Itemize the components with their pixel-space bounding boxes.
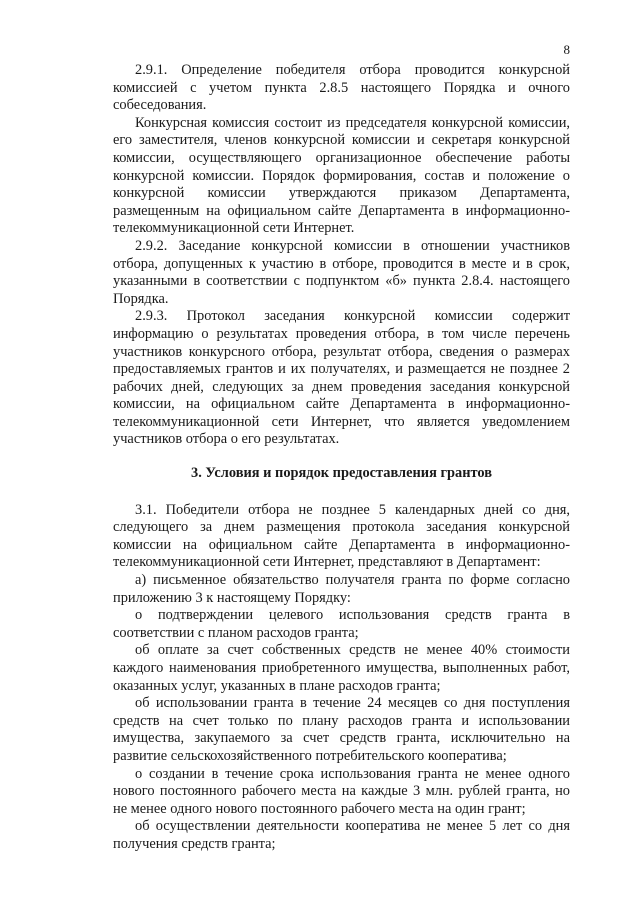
paragraph-own-funds: об оплате за счет собственных средств не менее 40% стоимости каждого наименования приобретенного имущества, выполненных работ, оказанных услуг, указанных в плане расходов гранта; (113, 642, 570, 694)
paragraph-target-use: о подтверждении целевого использования средств гранта в соответствии с планом расходов гранта; (113, 607, 570, 641)
page-number: 8 (563, 42, 570, 57)
paragraph-2-9-3: 2.9.3. Протокол заседания конкурсной комиссии содержит информацию о результатах проведения отбора, в том числе перечень участников конкурсного отбора, результат отбора, сведения о размерах предоставляемых грантов и их получателях, и размещается не позднее 2 рабочих дней, следующих за днем проведения заседания конкурсной комиссии, на официальном сайте Департамента в информационно-телекоммуникационной сети Интернет, что является уведомлением участников отбора о его результатах. (113, 308, 570, 448)
paragraph-job-creation: о создании в течение срока использования гранта не менее одного нового постоянного рабочего места на каждые 3 млн. рублей гранта, но не менее одного нового постоянного рабочего места на один грант; (113, 765, 570, 817)
paragraph-grant-usage: об использовании гранта в течение 24 месяцев со дня поступления средств на счет только по плану расходов гранта и использовании имущества, закупаемого за счет средств гранта, исключительно на развитие сельскохозяйственного потребительского кооператива; (113, 695, 570, 764)
paragraph-commission-composition: Конкурсная комиссия состоит из председателя конкурсной комиссии, его заместителя, членов конкурсной комиссии и секретаря конкурсной комиссии, осуществляющего организационное обеспечение работы конкурсной комиссии. Порядок формирования, состав и положение о конкурсной комиссии утверждаются приказом Департамента, размещенным на официальном сайте Департамента в информационно-телекоммуникационной сети Интернет. (113, 114, 570, 237)
document-body (113, 62, 570, 854)
section-heading: 3. Условия и порядок предоставления грантов (191, 465, 492, 482)
paragraph-3-1: 3.1. Победители отбора не позднее 5 календарных дней со дня, следующего за днем размещения протокола заседания конкурсной комиссии на официальном сайте Департамента в информационно-телекоммуникационной сети Интернет, представляют в Департамент: (113, 501, 570, 571)
paragraph-2-9-1: 2.9.1. Определение победителя отбора проводится конкурсной комиссией с учетом пункта 2.8.5 настоящего Порядка и очного собеседования. (113, 62, 570, 114)
paragraph-a-obligation: а) письменное обязательство получателя гранта по форме согласно приложению 3 к настоящему Порядку: (113, 572, 570, 606)
paragraph-2-9-2: 2.9.2. Заседание конкурсной комиссии в отношении участников отбора, допущенных к участию в отборе, проводится в месте и в срок, указанными в соответствии с подпунктом «б» пункта 2.8.4. настоящего Порядка. (113, 237, 570, 307)
paragraph-activity-duration: об осуществлении деятельности кооператива не менее 5 лет со дня получения средств гранта; (113, 818, 570, 852)
